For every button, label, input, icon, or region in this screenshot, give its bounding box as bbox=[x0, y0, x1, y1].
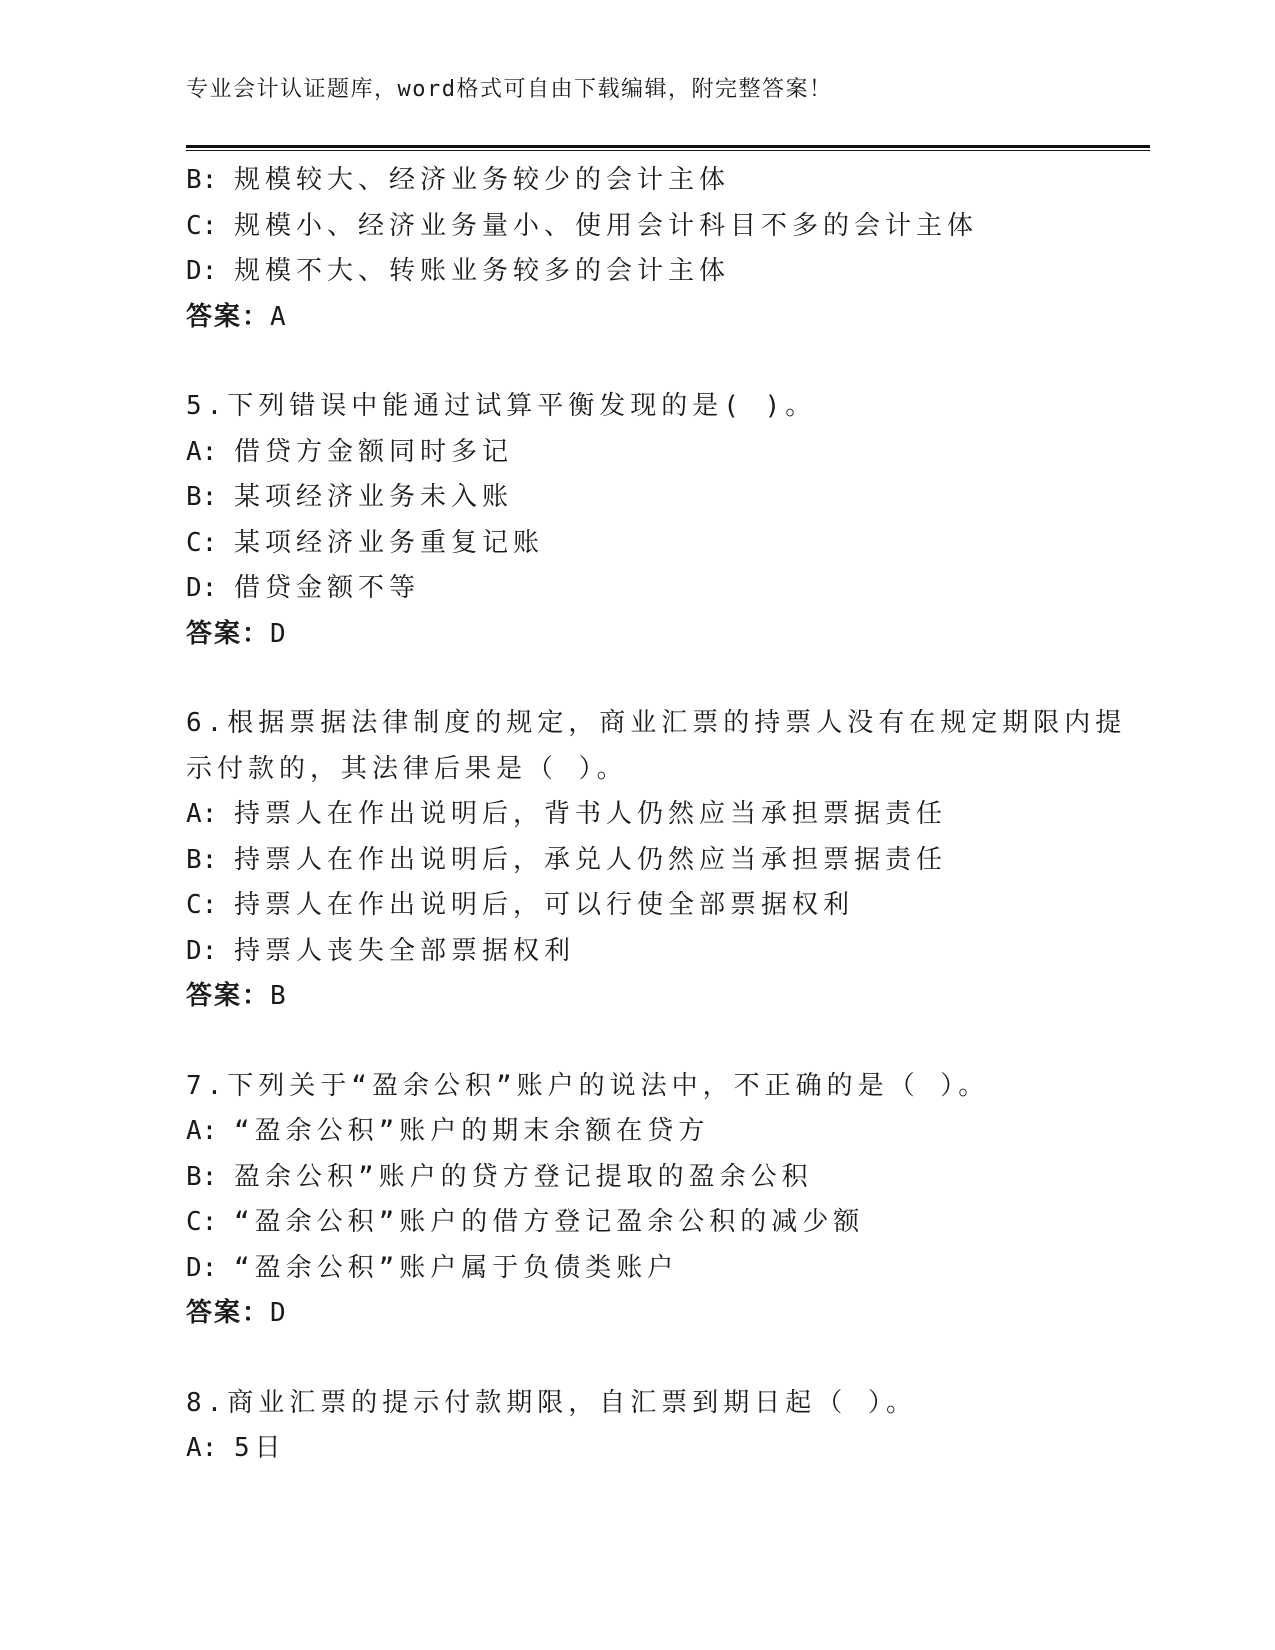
option-key: A: bbox=[186, 799, 218, 829]
option-text: 某项经济业务重复记账 bbox=[234, 527, 545, 558]
question-stem: 8.商业汇票的提示付款期限，自汇票到期日起（ ）。 bbox=[186, 1387, 917, 1418]
question-stem: 7.下列关于“盈余公积”账户的说法中，不正确的是（ ）。 bbox=[186, 1070, 990, 1101]
option-text: 持票人在作出说明后，承兑人仍然应当承担票据责任 bbox=[234, 844, 948, 875]
option-b bbox=[186, 838, 1146, 884]
option-text: 持票人丧失全部票据权利 bbox=[234, 935, 576, 966]
question-7 bbox=[186, 1064, 1146, 1337]
option-text: 规模较大、经济业务较少的会计主体 bbox=[234, 165, 731, 195]
option-key: B: bbox=[186, 482, 218, 512]
option-b bbox=[186, 158, 1146, 204]
option-key: D: bbox=[186, 573, 218, 603]
question-5 bbox=[186, 384, 1146, 657]
option-key: C: bbox=[186, 890, 218, 920]
answer-line bbox=[186, 612, 1146, 658]
answer-line bbox=[186, 974, 1146, 1020]
option-text: 某项经济业务未入账 bbox=[234, 482, 514, 512]
option-d bbox=[186, 929, 1146, 975]
option-a bbox=[186, 1109, 1146, 1155]
option-a bbox=[186, 792, 1146, 838]
answer-line bbox=[186, 1291, 1146, 1337]
option-text: “盈余公积”账户的借方登记盈余公积的减少额 bbox=[234, 1207, 865, 1237]
option-d bbox=[186, 1246, 1146, 1292]
option-c bbox=[186, 1200, 1146, 1246]
option-key: B: bbox=[186, 1161, 218, 1192]
page-header: 专业会计认证题库，word格式可自由下载编辑，附完整答案！ bbox=[186, 77, 833, 102]
answer-value: B bbox=[270, 981, 288, 1011]
question-stem-continued: 示付款的，其法律后果是（ ）。 bbox=[186, 753, 628, 784]
option-text: 盈余公积”账户的贷方登记提取的盈余公积 bbox=[234, 1161, 813, 1192]
option-text: “盈余公积”账户的期末余额在贷方 bbox=[234, 1116, 710, 1146]
option-key: D: bbox=[186, 256, 218, 286]
answer-label: 答案： bbox=[186, 1298, 271, 1328]
answer-value: D bbox=[270, 1298, 288, 1328]
option-key: C: bbox=[186, 527, 218, 558]
option-key: C: bbox=[186, 210, 218, 241]
option-key: A: bbox=[186, 1433, 218, 1463]
question-stem: 6.根据票据法律制度的规定，商业汇票的持票人没有在规定期限内提 bbox=[186, 708, 1127, 738]
option-text: 持票人在作出说明后，可以行使全部票据权利 bbox=[234, 890, 855, 920]
answer-line bbox=[186, 295, 1146, 341]
option-a bbox=[186, 430, 1146, 476]
option-key: C: bbox=[186, 1207, 218, 1237]
option-d bbox=[186, 566, 1146, 612]
answer-label: 答案： bbox=[186, 981, 271, 1011]
option-d bbox=[186, 249, 1146, 295]
option-text: 5日 bbox=[234, 1433, 286, 1463]
option-key: A: bbox=[186, 1116, 218, 1146]
option-text: 规模小、经济业务量小、使用会计科目不多的会计主体 bbox=[234, 210, 979, 241]
answer-value: A bbox=[270, 301, 288, 332]
document-body bbox=[186, 158, 1146, 1472]
answer-label: 答案： bbox=[186, 301, 271, 332]
option-b bbox=[186, 475, 1146, 521]
option-text: 借贷金额不等 bbox=[234, 573, 421, 603]
option-c bbox=[186, 883, 1146, 929]
question-stem: 5.下列错误中能通过试算平衡发现的是( )。 bbox=[186, 391, 817, 421]
option-b bbox=[186, 1155, 1146, 1201]
question-8 bbox=[186, 1381, 1146, 1472]
option-text: 规模不大、转账业务较多的会计主体 bbox=[234, 256, 731, 286]
option-key: A: bbox=[186, 436, 218, 467]
option-c bbox=[186, 521, 1146, 567]
header-rule bbox=[186, 145, 1150, 151]
question-carryover bbox=[186, 158, 1146, 340]
option-key: D: bbox=[186, 1252, 218, 1283]
answer-label: 答案： bbox=[186, 618, 271, 649]
option-text: “盈余公积”账户属于负债类账户 bbox=[234, 1252, 679, 1283]
option-key: B: bbox=[186, 165, 218, 195]
option-a bbox=[186, 1426, 1146, 1472]
answer-value: D bbox=[270, 618, 288, 649]
option-key: B: bbox=[186, 844, 218, 875]
question-6 bbox=[186, 701, 1146, 1020]
option-key: D: bbox=[186, 935, 218, 966]
option-text: 持票人在作出说明后，背书人仍然应当承担票据责任 bbox=[234, 799, 948, 829]
option-c bbox=[186, 204, 1146, 250]
option-text: 借贷方金额同时多记 bbox=[234, 436, 514, 467]
